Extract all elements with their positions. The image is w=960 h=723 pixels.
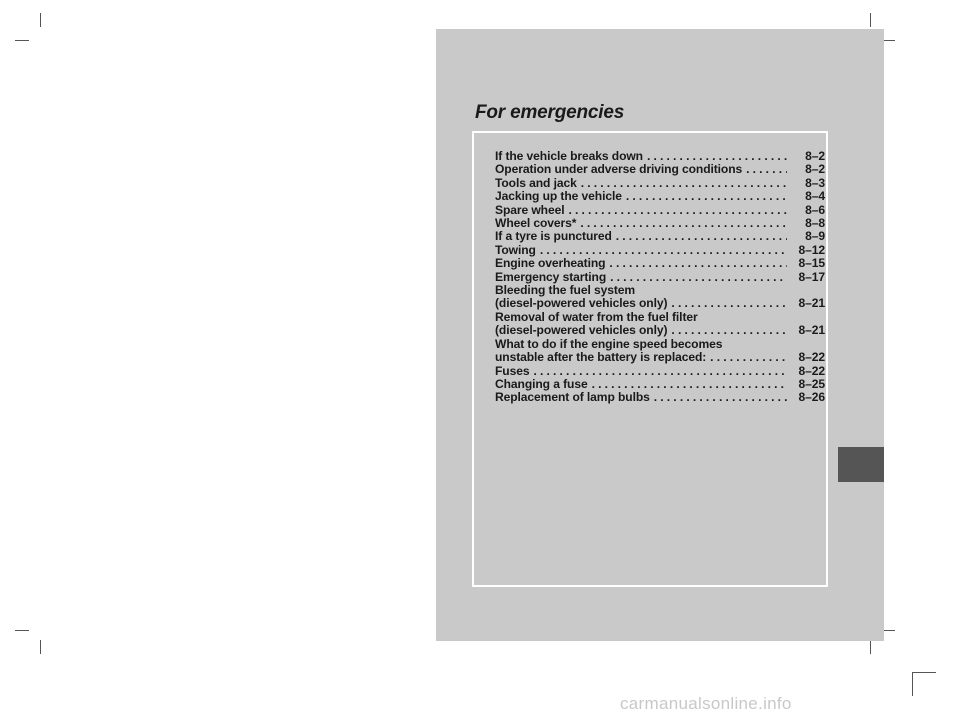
toc-leader: [742, 163, 787, 176]
toc-leader: [650, 391, 787, 404]
toc-entry-page: 8–17: [798, 269, 825, 284]
toc-entry-title-line[interactable]: Bleeding the fuel system: [495, 283, 636, 298]
toc-leader: [536, 244, 787, 257]
toc-entry[interactable]: [495, 204, 829, 217]
toc-entry-page: 8–2: [805, 149, 825, 163]
toc-leader: [606, 271, 787, 284]
toc-entry-title: Tools and jack: [495, 175, 577, 190]
toc-entry-page: 8–21: [798, 296, 825, 311]
toc-entry[interactable]: [495, 351, 829, 364]
toc-entry[interactable]: [495, 217, 829, 230]
toc-entry-title: Spare wheel: [495, 202, 565, 217]
toc-entry[interactable]: [495, 378, 829, 391]
crop-mark: [912, 672, 936, 673]
toc-leader: [706, 351, 787, 364]
toc-leader: [643, 150, 787, 163]
table-of-contents: [495, 150, 829, 405]
toc-leader: [612, 230, 787, 243]
toc-entry-page: 8–26: [798, 390, 825, 405]
toc-entry[interactable]: [495, 163, 829, 176]
toc-leader: [576, 217, 787, 230]
toc-entry-page: 8–25: [798, 376, 825, 391]
toc-entry-title: Engine overheating: [495, 256, 606, 271]
toc-entry-title: Emergency starting: [495, 269, 607, 284]
crop-mark: [40, 13, 41, 27]
toc-entry[interactable]: [495, 177, 829, 190]
toc-entry[interactable]: [495, 271, 829, 284]
toc-entry-title: If a tyre is punctured: [495, 229, 612, 244]
toc-entry-title: Jacking up the vehicle: [495, 189, 622, 204]
toc-entry[interactable]: [495, 324, 829, 337]
crop-mark: [870, 13, 871, 27]
toc-entry-title: Fuses: [495, 363, 530, 378]
toc-entry[interactable]: [495, 391, 829, 404]
toc-entry[interactable]: [495, 365, 829, 378]
toc-entry-title: Towing: [495, 242, 536, 257]
toc-entry-title-line[interactable]: Removal of water from the fuel filter: [495, 309, 698, 324]
crop-mark: [912, 672, 913, 696]
toc-entry-title: Changing a fuse: [495, 376, 588, 391]
toc-leader: [667, 297, 787, 310]
toc-leader: [605, 257, 787, 270]
toc-entry-page: 8–15: [798, 256, 825, 271]
toc-entry-title: unstable after the battery is replaced:: [495, 350, 707, 365]
section-heading: For emergencies: [475, 102, 625, 123]
toc-entry-title: Replacement of lamp bulbs: [495, 390, 650, 405]
toc-entry-title: (diesel-powered vehicles only): [495, 296, 668, 311]
toc-entry[interactable]: [495, 190, 829, 203]
toc-entry-page: 8–22: [798, 350, 825, 365]
crop-mark: [15, 40, 29, 41]
toc-entry-title-line[interactable]: What to do if the engine speed becomes: [495, 336, 723, 351]
toc-entry[interactable]: [495, 150, 829, 163]
toc-leader: [622, 190, 787, 203]
toc-entry-title: If the vehicle breaks down: [495, 149, 643, 163]
toc-entry-page: 8–9: [805, 229, 825, 244]
section-thumb-tab: [838, 447, 884, 482]
crop-mark: [870, 640, 871, 654]
toc-entry-page: 8–21: [798, 323, 825, 338]
toc-entry[interactable]: [495, 230, 829, 243]
crop-mark: [15, 630, 29, 631]
watermark: carmanualsonline.info: [620, 694, 792, 713]
toc-entry[interactable]: [495, 257, 829, 270]
toc-entry-page: 8–4: [805, 189, 825, 204]
toc-entry-page: 8–6: [805, 202, 825, 217]
toc-leader: [564, 204, 787, 217]
toc-entry[interactable]: [495, 244, 829, 257]
toc-entry-page: 8–2: [805, 162, 825, 177]
toc-entry-page: 8–3: [805, 175, 825, 190]
toc-entry-title: Operation under adverse driving conditions: [495, 162, 743, 177]
toc-entry-page: 8–8: [805, 216, 825, 231]
toc-leader: [529, 365, 787, 378]
toc-leader: [588, 378, 787, 391]
toc-entry-page: 8–22: [798, 363, 825, 378]
toc-leader: [577, 177, 787, 190]
toc-entry-title: (diesel-powered vehicles only): [495, 323, 668, 338]
crop-mark: [40, 640, 41, 654]
toc-entry-page: 8–12: [798, 242, 825, 257]
toc-leader: [667, 324, 787, 337]
toc-entry-title: Wheel covers*: [495, 216, 577, 231]
toc-entry[interactable]: [495, 297, 829, 310]
